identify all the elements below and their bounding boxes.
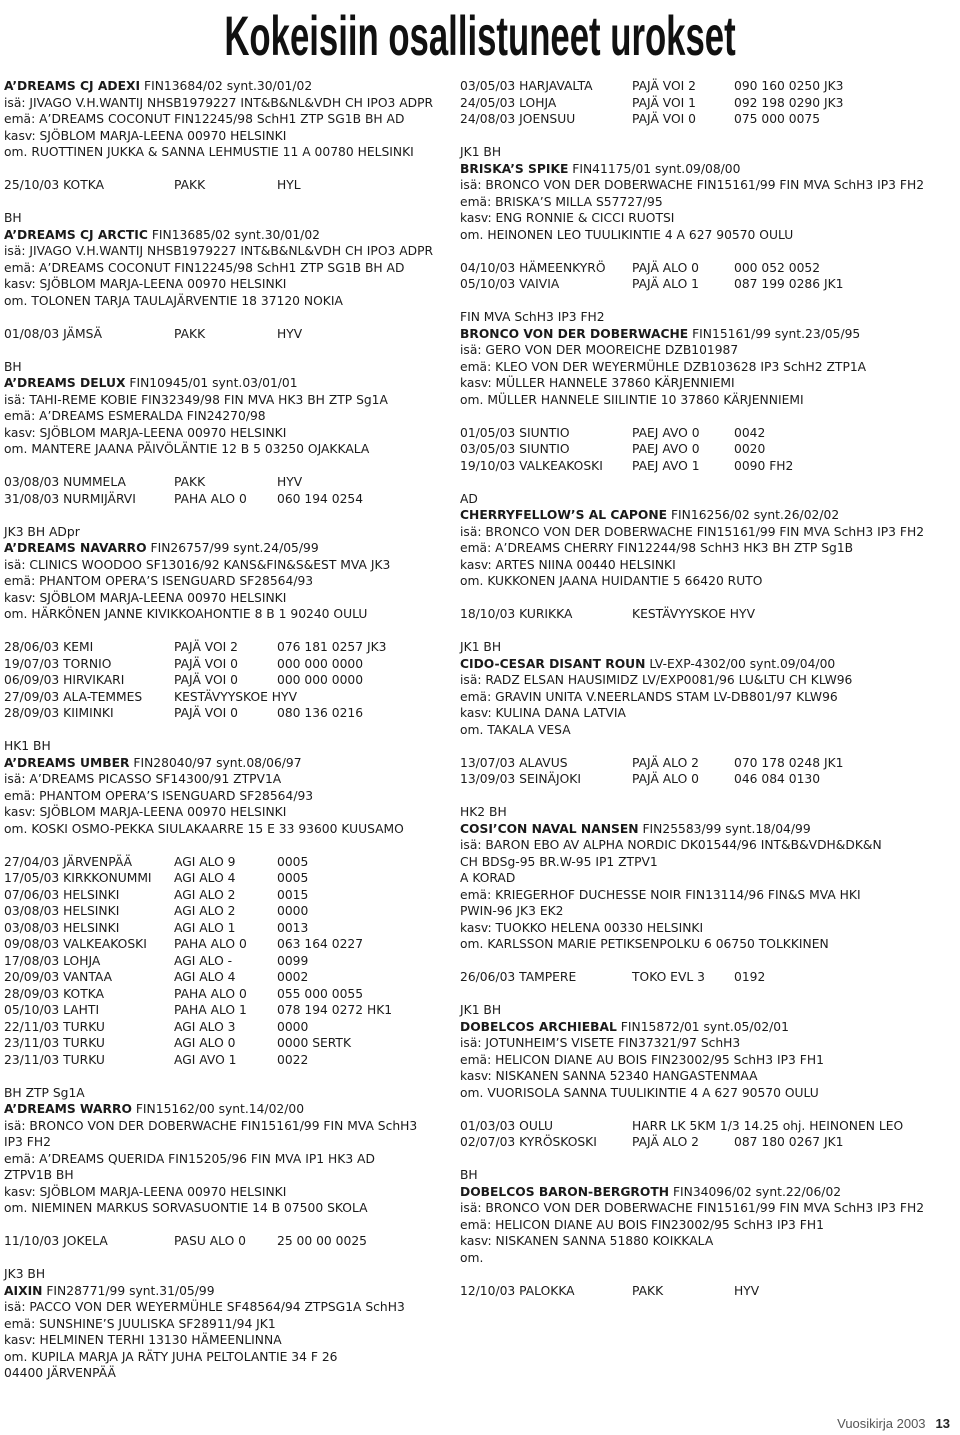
pedigree-line: om. HÄRKÖNEN JANNE KIVIKKOAHONTIE 8 B 1 90240 OULU [4,607,368,621]
result-date-place: 23/11/03 TURKU [4,1036,105,1050]
dog-entry [4,1085,452,1250]
result-test: HARR LK 5KM 1/3 14.25 ohj. HEINONEN LEO [632,1118,904,1133]
registration-birth: FIN28771/99 synt.31/05/99 [42,1283,215,1298]
result-date-place: 27/09/03 ALA-TEMMES [4,689,143,704]
result-date-place: 03/05/03 SIUNTIO [460,442,570,456]
dog-heading [460,161,956,178]
pedigree-line: emä: A’DREAMS COCONUT FIN12245/98 SchH1 ZTP SG1B BH AD [4,112,405,126]
result-score: 076 181 0257 JK3 [277,640,387,654]
result-test: AGI ALO 1 [174,920,236,935]
result-row [4,870,452,887]
result-test: PAKK [632,1283,664,1298]
dog-heading [460,507,956,524]
pedigree-line: om. NIEMINEN MARKUS SORVASUONTIE 14 B 07500 SKOLA [4,1201,368,1215]
pedigree-line: emä: BRISKA’S MILLA S57727/95 [460,194,663,209]
page-footer [837,1416,950,1431]
page-title: Kokeisiin osallistuneet urokset [224,4,736,67]
dog-entry [460,1167,956,1299]
dog-entry [460,144,956,293]
pedigree-line: isä: BRONCO VON DER DOBERWACHE FIN15161/99 FIN MVA SchH3 IP3 FH2 [460,178,925,192]
registration-birth: FIN16256/02 synt.26/02/02 [667,508,840,522]
titles-line: BH [4,359,22,374]
pedigree-line: om. TOLONEN TARJA TAULAJÄRVENTIE 18 37120 NOKIA [4,293,343,308]
result-row [460,771,956,788]
result-test: AGI ALO 9 [174,854,236,869]
titles-line: JK1 BH [460,1003,502,1017]
pedigree-line: om. MANTERE JAANA PÄIVÖLÄNTIE 12 B 5 03250 OJAKKALA [4,442,370,456]
result-test: PAJÄ VOI 0 [174,706,239,720]
dog-heading [4,1283,452,1300]
result-test: PAJÄ VOI 1 [632,95,697,110]
result-test: AGI ALO 2 [174,904,236,918]
pedigree-line: emä: A’DREAMS ESMERALDA FIN24270/98 [4,409,266,423]
pedigree-line: kasv: SJÖBLOM MARJA-LEENA 00970 HELSINKI [4,277,287,291]
pedigree-line: PWIN-96 JK3 EK2 [460,904,564,918]
pedigree-line: om. VUORISOLA SANNA TUULIKINTIE 4 A 627 90570 OULU [460,1085,819,1100]
pedigree-line: kasv: SJÖBLOM MARJA-LEENA 00970 HELSINKI [4,805,287,819]
result-row [460,1134,956,1151]
result-row [460,260,956,277]
page-number: 13 [935,1416,950,1431]
dog-entry [4,210,452,342]
dog-name: AIXIN [4,1283,43,1298]
result-score: 0042 [734,425,766,440]
yearbook-label: Vuosikirja 2003 [837,1416,926,1431]
pedigree-line: kasv: SJÖBLOM MARJA-LEENA 00970 HELSINKI [4,590,287,605]
result-row [4,1035,452,1052]
pedigree-line: emä: GRAVIN UNITA V.NEERLANDS STAM LV-DB801/97 KLW96 [460,689,838,704]
registration-birth: FIN10945/01 synt.03/01/01 [125,376,298,390]
pedigree-line: om. TAKALA VESA [460,722,571,737]
pedigree-line: IP3 FH2 [4,1135,51,1149]
result-row [4,936,452,953]
result-date-place: 24/05/03 LOHJA [460,95,557,110]
result-row [4,1233,452,1250]
result-date-place: 31/08/03 NURMIJÄRVI [4,491,136,506]
result-row [460,78,956,95]
titles-line: BH [460,1168,478,1182]
dog-name: DOBELCOS ARCHIEBAL [460,1019,617,1034]
result-row [4,705,452,722]
pedigree-line: emä: HELICON DIANE AU BOIS FIN23002/95 SchH3 IP3 FH1 [460,1217,824,1232]
registration-birth: FIN15162/00 synt.14/02/00 [131,1102,305,1116]
dog-heading [460,1184,956,1201]
pedigree-line: isä: BRONCO VON DER DOBERWACHE FIN15161/99 FIN MVA SchH3 IP3 FH2 [460,524,925,539]
pedigree-line: A KORAD [460,871,516,885]
result-score: 090 160 0250 JK3 [734,79,844,93]
result-score: 063 164 0227 [277,937,364,951]
dog-heading [4,755,452,772]
result-score: 000 000 0000 [277,656,364,671]
result-row [460,1118,956,1135]
dog-heading [4,78,452,95]
result-score: 0013 [277,920,309,935]
dog-name: A’DREAMS WARRO [4,1102,132,1116]
result-test: PAHA ALO 0 [174,986,247,1001]
titles-line: HK2 BH [460,805,507,819]
pedigree-line: kasv: SJÖBLOM MARJA-LEENA 00970 HELSINKI [4,425,287,440]
dog-name: CHERRYFELLOW’S AL CAPONE [460,508,668,522]
result-score: 0022 [277,1052,309,1067]
result-date-place: 01/03/03 OULU [460,1118,554,1133]
pedigree-line: isä: JOTUNHEIM’S VISETE FIN37321/97 SchH3 [460,1036,741,1050]
result-test: AGI ALO 2 [174,887,236,902]
result-score: HYV [734,1283,760,1298]
result-test: PAJÄ VOI 0 [174,656,239,671]
pedigree-line: kasv: SJÖBLOM MARJA-LEENA 00970 HELSINKI [4,128,287,143]
result-row [460,425,956,442]
pedigree-line: 04400 JÄRVENPÄÄ [4,1366,116,1380]
pedigree-line: kasv: HELMINEN TERHI 13130 HÄMEENLINNA [4,1333,282,1347]
dog-heading [4,540,452,557]
result-test: AGI ALO - [174,953,233,968]
result-score: 060 194 0254 [277,491,364,506]
result-row [4,887,452,904]
dog-entry [4,524,452,722]
pedigree-line: isä: TAHI-REME KOBIE FIN32349/98 FIN MVA HK3 BH ZTP Sg1A [4,392,388,407]
dog-name: DOBELCOS BARON-BERGROTH [460,1184,670,1199]
result-date-place: 02/07/03 KYRÖSKOSKI [460,1135,597,1149]
dog-name: A’DREAMS UMBER [4,755,130,770]
result-score: 25 00 00 0025 [277,1234,367,1248]
result-date-place: 13/09/03 SEINÄJOKI [460,772,581,786]
pedigree-line: kasv: ENG RONNIE & CICCI RUOTSI [460,211,675,225]
result-date-place: 27/04/03 JÄRVENPÄÄ [4,854,133,869]
pedigree-line: isä: CLINICS WOODOO SF13016/92 KANS&FIN&S&EST MVA JK3 [4,557,391,572]
result-row [4,920,452,937]
result-test: PAJÄ ALO 2 [632,1135,700,1149]
result-row [460,458,956,475]
dog-entry [460,639,956,788]
pedigree-line: isä: JIVAGO V.H.WANTIJ NHSB1979227 INT&B&NL&VDH CH IPO3 ADPR [4,244,434,258]
result-row [460,276,956,293]
pedigree-line: om. KUPILA MARJA JA RÄTY JUHA PELTOLANTIE 34 F 26 [4,1349,338,1364]
result-test: PAJÄ VOI 0 [632,112,697,126]
pedigree-line: om. KUKKONEN JAANA HUIDANTIE 5 66420 RUTO [460,574,763,588]
registration-birth: FIN15161/99 synt.23/05/95 [688,326,861,341]
dog-entry [460,309,956,474]
result-row [4,639,452,656]
result-row [460,111,956,128]
result-date-place: 03/05/03 HARJAVALTA [460,79,593,93]
result-score: 000 052 0052 [734,260,821,275]
result-row [460,606,956,623]
result-test: PAHA ALO 0 [174,937,247,951]
pedigree-line: om. MÜLLER HANNELE SIILINTIE 10 37860 KÄRJENNIEMI [460,392,804,407]
result-row [4,969,452,986]
result-test: PAKK [174,178,206,192]
result-date-place: 25/10/03 KOTKA [4,178,104,192]
pedigree-line: om. KARLSSON MARIE PETIKSENPOLKU 6 06750 TOLKKINEN [460,937,829,951]
pedigree-line: om. RUOTTINEN JUKKA & SANNA LEHMUSTIE 11 A 00780 HELSINKI [4,145,414,159]
result-date-place: 26/06/03 TAMPERE [460,970,577,984]
pedigree-line: emä: A’DREAMS COCONUT FIN12245/98 SchH1 ZTP SG1B BH AD [4,260,405,275]
pedigree-line: ZTPV1B BH [4,1168,74,1182]
result-score: 0015 [277,887,309,902]
result-date-place: 01/05/03 SIUNTIO [460,425,570,440]
result-row [4,326,452,343]
result-date-place: 28/06/03 KEMI [4,640,94,654]
result-row [4,953,452,970]
result-date-place: 28/09/03 KOTKA [4,986,104,1001]
result-row [4,1052,452,1069]
registration-birth: LV-EXP-4302/00 synt.09/04/00 [645,656,836,671]
result-date-place: 01/08/03 JÄMSÄ [4,326,103,341]
dog-heading [4,1101,452,1118]
pedigree-line: CH BDSg-95 BR.W-95 IP1 ZTPV1 [460,854,658,869]
dog-heading [4,227,452,244]
result-row [4,656,452,673]
result-score: 046 084 0130 [734,772,821,786]
result-test: PAKK [174,475,206,489]
result-date-place: 28/09/03 KIIMINKI [4,706,114,720]
result-test: AGI ALO 4 [174,970,236,984]
result-row [460,755,956,772]
result-row [4,854,452,871]
dog-entry [4,738,452,1068]
pedigree-line: kasv: NISKANEN SANNA 51880 KOIKKALA [460,1234,714,1248]
result-score: 0099 [277,953,309,968]
result-test: AGI ALO 0 [174,1036,236,1050]
result-test: TOKO EVL 3 [632,970,705,984]
titles-line: JK3 BH [4,1267,46,1281]
pedigree-line: emä: A’DREAMS CHERRY FIN12244/98 SchH3 HK3 BH ZTP Sg1B [460,541,854,555]
result-date-place: 13/07/03 ALAVUS [460,755,568,770]
dog-entry [460,491,956,623]
result-score: 0000 [277,1019,309,1034]
result-test: PAEJ AVO 0 [632,425,700,440]
titles-line: JK3 BH ADpr [4,524,80,539]
result-score: HYL [277,178,301,192]
result-date-place: 09/08/03 VALKEAKOSKI [4,937,147,951]
right-column [460,78,956,1316]
result-date-place: 11/10/03 JOKELA [4,1234,108,1248]
dog-name: CIDO-CESAR DISANT ROUN [460,656,646,671]
result-score: 070 178 0248 JK1 [734,755,844,770]
dog-heading [4,375,452,392]
result-date-place: 22/11/03 TURKU [4,1019,105,1034]
result-test: PAJÄ ALO 2 [632,755,700,770]
result-row [4,491,452,508]
result-score: 0000 SERTK [277,1036,352,1050]
result-score: HYV [277,326,303,341]
pedigree-line: kasv: MÜLLER HANNELE 37860 KÄRJENNIEMI [460,376,735,390]
pedigree-line: kasv: ARTES NIINA 00440 HELSINKI [460,557,676,572]
result-date-place: 05/10/03 LAHTI [4,1003,100,1017]
dog-entry [4,359,452,508]
dog-name: COSI’CON NAVAL NANSEN [460,821,639,836]
result-score: 092 198 0290 JK3 [734,95,844,110]
result-date-place: 17/05/03 KIRKKONUMMI [4,871,152,885]
result-test: AGI AVO 1 [174,1052,237,1067]
registration-birth: FIN13684/02 synt.30/01/02 [140,79,313,93]
dog-heading [460,1019,956,1036]
result-row [4,1002,452,1019]
result-date-place: 03/08/03 HELSINKI [4,904,120,918]
titles-line: HK1 BH [4,739,51,753]
pedigree-line: isä: BRONCO VON DER DOBERWACHE FIN15161/99 FIN MVA SchH3 IP3 FH2 [460,1201,925,1215]
result-date-place: 05/10/03 VAIVIA [460,277,560,291]
dog-heading [460,821,956,838]
pedigree-line: emä: KLEO VON DER WEYERMÜHLE DZB103628 IP3 SchH2 ZTP1A [460,359,867,374]
pedigree-line: kasv: TUOKKO HELENA 00330 HELSINKI [460,920,704,935]
dog-entry [460,804,956,986]
pedigree-line: isä: PACCO VON DER WEYERMÜHLE SF48564/94 ZTPSG1A SchH3 [4,1300,405,1314]
result-row [4,689,452,706]
dog-name: A’DREAMS NAVARRO [4,541,147,555]
result-test: KESTÄVYYSKOE HYV [632,607,755,621]
titles-line: AD [460,491,478,506]
result-score: 0005 [277,871,309,885]
dog-name: A’DREAMS DELUX [4,376,126,390]
pedigree-line: kasv: KULINA DANA LATVIA [460,706,626,720]
pedigree-line: isä: GERO VON DER MOOREICHE DZB101987 [460,343,739,357]
titles-line: JK1 BH [460,145,502,159]
result-row [460,95,956,112]
result-test: PAJÄ VOI 2 [174,640,239,654]
result-test: PAEJ AVO 1 [632,458,700,473]
dog-name: A’DREAMS CJ ARCTIC [4,227,148,242]
result-test: PAJÄ ALO 0 [632,772,700,786]
pedigree-line: emä: KRIEGERHOF DUCHESSE NOIR FIN13114/96 FIN&S MVA HKI [460,887,861,902]
result-date-place: 12/10/03 PALOKKA [460,1283,575,1298]
result-test: PAJÄ ALO 1 [632,277,700,291]
result-test: KESTÄVYYSKOE HYV [174,689,297,704]
registration-birth: FIN25583/99 synt.18/04/99 [638,821,811,836]
result-date-place: 03/08/03 NUMMELA [4,475,126,489]
result-score: 0020 [734,442,766,456]
result-score: 0192 [734,970,766,984]
result-score: 000 000 0000 [277,673,364,687]
pedigree-line: om. [460,1250,484,1265]
result-row [4,903,452,920]
result-test: AGI ALO 4 [174,871,236,885]
result-date-place: 19/10/03 VALKEAKOSKI [460,458,603,473]
titles-line: BH ZTP Sg1A [4,1085,85,1100]
result-test: PAJÄ VOI 0 [174,673,239,687]
pedigree-line: kasv: SJÖBLOM MARJA-LEENA 00970 HELSINKI [4,1184,287,1199]
dog-name: A’DREAMS CJ ADEXI [4,79,141,93]
result-date-place: 24/08/03 JOENSUU [460,112,576,126]
result-test: PAJÄ ALO 0 [632,260,700,275]
pedigree-line: isä: BRONCO VON DER DOBERWACHE FIN15161/99 FIN MVA SchH3 [4,1118,418,1133]
result-row [460,441,956,458]
pedigree-line: isä: RADZ ELSAN HAUSIMIDZ LV/EXP0081/96 LU&LTU CH KLW96 [460,673,853,687]
result-test: PAEJ AVO 0 [632,442,700,456]
pedigree-line: isä: BARON EBO AV ALPHA NORDIC DK01544/96 INT&B&VDH&DK&N [460,838,882,852]
titles-line: FIN MVA SchH3 IP3 FH2 [460,310,605,324]
registration-birth: FIN41175/01 synt.09/08/00 [568,161,741,176]
pedigree-line: kasv: NISKANEN SANNA 52340 HANGASTENMAA [460,1069,758,1083]
dog-entry [4,1266,452,1382]
result-score: 055 000 0055 [277,986,364,1001]
titles-line: BH [4,211,22,225]
result-score: 0002 [277,970,309,984]
result-score: 080 136 0216 [277,706,364,720]
result-date-place: 18/10/03 KURIKKA [460,607,573,621]
result-row [460,1283,956,1300]
pedigree-line: emä: A’DREAMS QUERIDA FIN15205/96 FIN MVA IP1 HK3 AD [4,1151,375,1166]
result-row [4,1019,452,1036]
pedigree-line: emä: PHANTOM OPERA’S ISENGUARD SF28564/93 [4,788,314,803]
result-score: HYV [277,475,303,489]
result-test: AGI ALO 3 [174,1019,236,1034]
result-date-place: 03/08/03 HELSINKI [4,920,120,935]
pedigree-line: om. HEINONEN LEO TUULIKINTIE 4 A 627 90570 OULU [460,227,794,242]
result-row [4,177,452,194]
registration-birth: FIN15872/01 synt.05/02/01 [616,1019,789,1034]
result-test: PAHA ALO 1 [174,1003,247,1017]
result-row [460,969,956,986]
dog-entry [460,78,956,128]
result-date-place: 04/10/03 HÄMEENKYRÖ [460,260,606,275]
registration-birth: FIN13685/02 synt.30/01/02 [147,227,320,242]
pedigree-line: emä: HELICON DIANE AU BOIS FIN23002/95 SchH3 IP3 FH1 [460,1052,824,1067]
result-test: PASU ALO 0 [174,1234,246,1248]
result-date-place: 19/07/03 TORNIO [4,656,112,671]
result-date-place: 06/09/03 HIRVIKARI [4,673,125,687]
result-test: PAHA ALO 0 [174,491,247,506]
result-score: 075 000 0075 [734,112,821,126]
left-column [4,78,452,1398]
result-row [4,474,452,491]
result-date-place: 07/06/03 HELSINKI [4,887,120,902]
dog-name: BRISKA’S SPIKE [460,161,569,176]
pedigree-line: om. KOSKI OSMO-PEKKA SIULAKAARRE 15 E 33 93600 KUUSAMO [4,821,404,836]
dog-entry [4,78,452,194]
dog-entry [460,1002,956,1151]
dog-heading [460,326,956,343]
titles-line: JK1 BH [460,640,502,654]
pedigree-line: isä: JIVAGO V.H.WANTIJ NHSB1979227 INT&B&NL&VDH CH IPO3 ADPR [4,95,434,110]
result-row [4,672,452,689]
dog-name: BRONCO VON DER DOBERWACHE [460,326,689,341]
pedigree-line: emä: PHANTOM OPERA’S ISENGUARD SF28564/93 [4,574,314,588]
result-score: 078 194 0272 HK1 [277,1003,393,1017]
pedigree-line: emä: SUNSHINE’S JUULISKA SF28911/94 JK1 [4,1316,276,1331]
pedigree-line: isä: A’DREAMS PICASSO SF14300/91 ZTPV1A [4,772,282,786]
result-date-place: 20/09/03 VANTAA [4,970,113,984]
result-row [4,986,452,1003]
registration-birth: FIN34096/02 synt.22/06/02 [669,1184,842,1199]
result-score: 0005 [277,854,309,869]
result-test: PAJÄ VOI 2 [632,79,697,93]
result-test: PAKK [174,326,206,341]
registration-birth: FIN26757/99 synt.24/05/99 [146,541,319,555]
result-score: 087 199 0286 JK1 [734,277,844,291]
result-date-place: 17/08/03 LOHJA [4,953,101,968]
dog-heading [460,656,956,673]
result-score: 0000 [277,904,309,918]
result-score: 0090 FH2 [734,458,794,473]
result-date-place: 23/11/03 TURKU [4,1052,105,1067]
registration-birth: FIN28040/97 synt.08/06/97 [129,755,302,770]
result-score: 087 180 0267 JK1 [734,1135,844,1149]
